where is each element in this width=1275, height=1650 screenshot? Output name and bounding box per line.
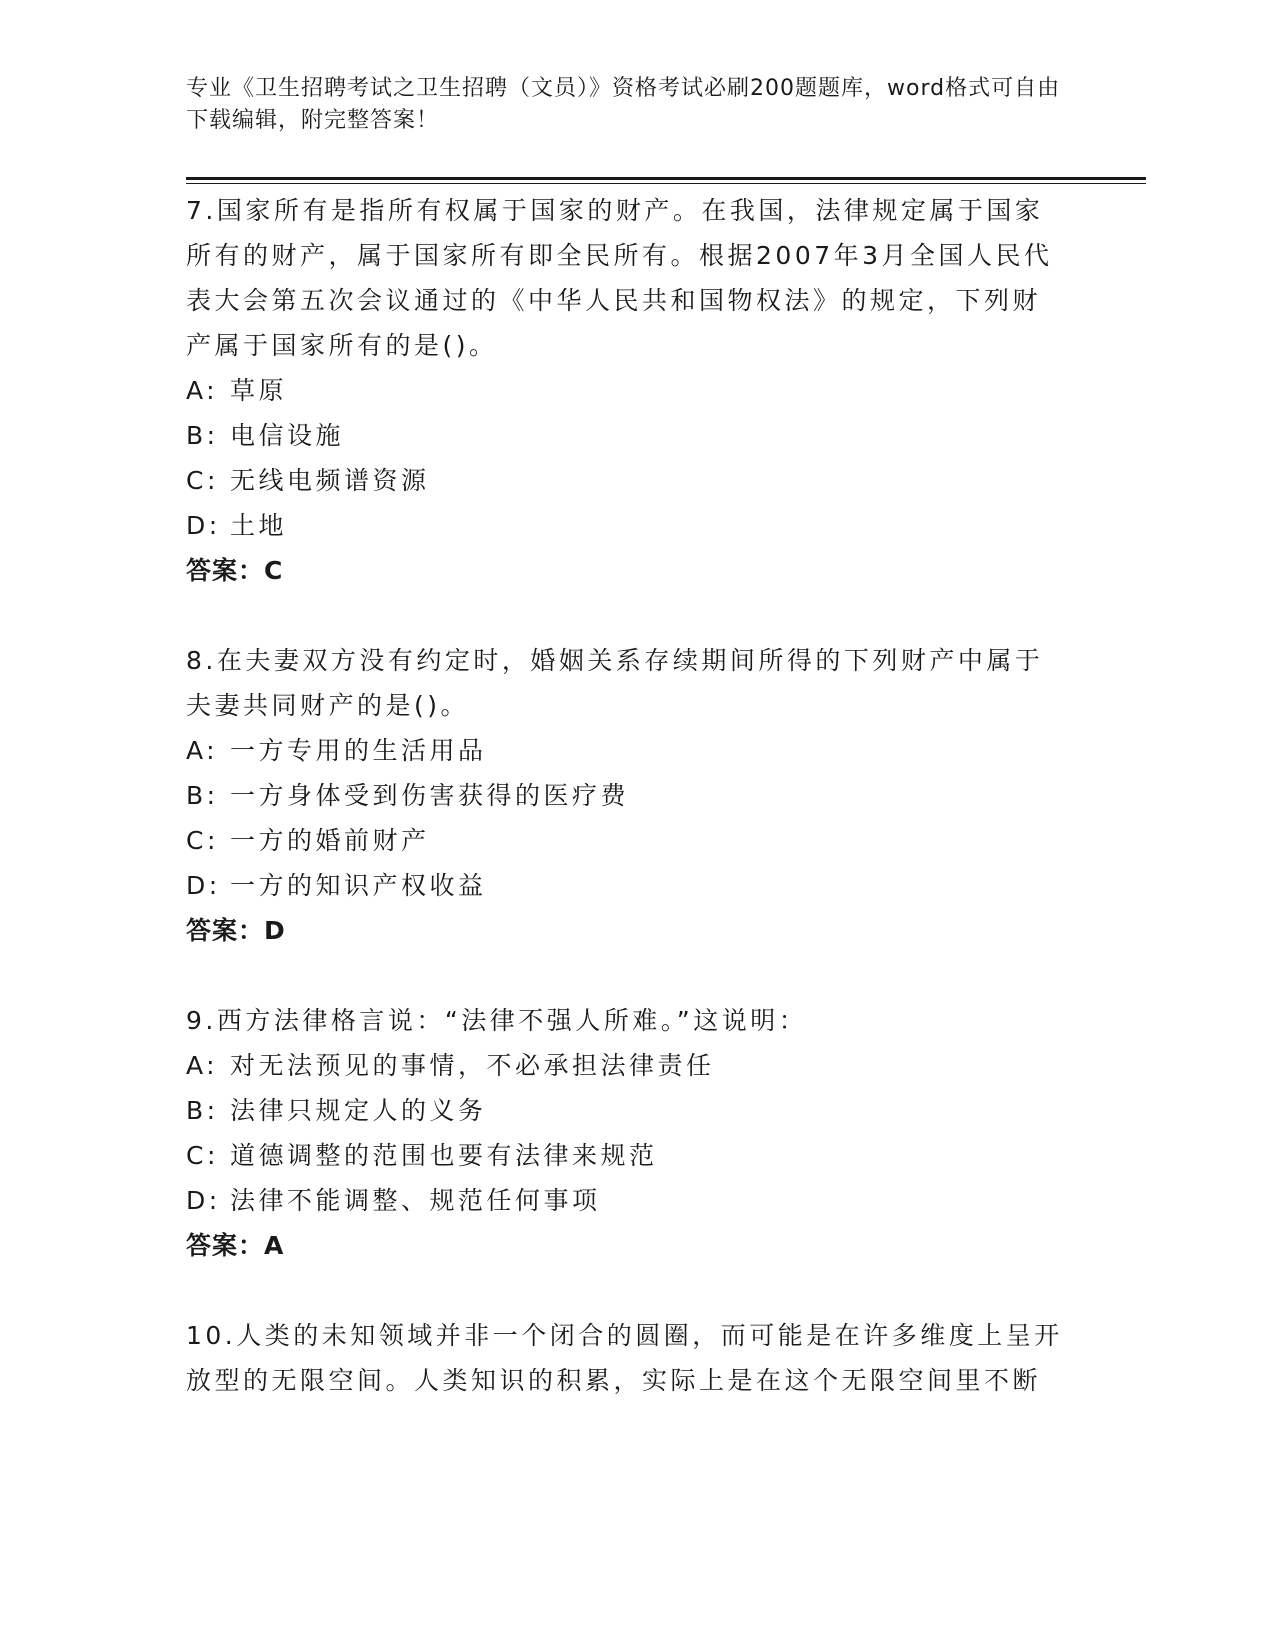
- option-a: [186, 728, 1066, 773]
- question-10: [186, 1313, 1066, 1403]
- option-d: [186, 1178, 1066, 1223]
- answer-line: 答案：C: [186, 556, 284, 585]
- option-key: D:: [186, 511, 221, 540]
- answer-line: 答案：D: [186, 916, 286, 945]
- option-text: 法律不能调整、规范任何事项: [230, 1186, 601, 1215]
- question-9: [186, 998, 1066, 1268]
- question-list: [186, 188, 1066, 1403]
- option-b: [186, 773, 1066, 818]
- question-text: 9.西方法律格言说：“法律不强人所难。”这说明：: [186, 1006, 808, 1035]
- option-key: B:: [186, 421, 219, 450]
- option-key: D:: [186, 871, 221, 900]
- question-text: 7.国家所有是指所有权属于国家的财产。在我国，法律规定属于国家所有的财产，属于国家所有即全民所有。根据2007年3月全国人民代表大会第五次会议通过的《中华人民共和国物权法》的规定，下列财产属于国家所有的是()。: [186, 196, 1053, 360]
- header-divider-thick: [186, 177, 1146, 180]
- question-spacer: [186, 593, 1066, 638]
- option-text: 土地: [230, 511, 288, 540]
- option-b: [186, 413, 1066, 458]
- option-key: A:: [186, 736, 219, 765]
- question-8: [186, 638, 1066, 953]
- option-text: 对无法预见的事情，不必承担法律责任: [230, 1051, 715, 1080]
- question-spacer: [186, 953, 1066, 998]
- option-c: [186, 818, 1066, 863]
- option-text: 电信设施: [230, 421, 345, 450]
- option-key: A:: [186, 1051, 219, 1080]
- option-c: [186, 1133, 1066, 1178]
- question-text: 10.人类的未知领域并非一个闭合的圆圈，而可能是在许多维度上呈开放型的无限空间。人类知识的积累，实际上是在这个无限空间里不断: [186, 1321, 1063, 1395]
- option-d: [186, 503, 1066, 548]
- header-divider-thin: [186, 183, 1146, 184]
- option-text: 一方的婚前财产: [230, 826, 430, 855]
- option-key: B:: [186, 781, 219, 810]
- option-text: 一方身体受到伤害获得的医疗费: [230, 781, 630, 810]
- option-text: 法律只规定人的义务: [230, 1096, 487, 1125]
- document-header: 专业《卫生招聘考试之卫生招聘（文员）》资格考试必刷200题题库，word格式可自由下载编辑，附完整答案！: [186, 76, 1061, 133]
- option-key: A:: [186, 376, 219, 405]
- question-7: [186, 188, 1066, 593]
- option-a: [186, 1043, 1066, 1088]
- option-b: [186, 1088, 1066, 1133]
- option-key: B:: [186, 1096, 219, 1125]
- answer-line: 答案：A: [186, 1231, 285, 1260]
- option-text: 一方专用的生活用品: [230, 736, 487, 765]
- question-spacer: [186, 1268, 1066, 1313]
- option-d: [186, 863, 1066, 908]
- option-key: C:: [186, 466, 219, 495]
- option-key: C:: [186, 826, 219, 855]
- option-text: 一方的知识产权收益: [230, 871, 487, 900]
- option-c: [186, 458, 1066, 503]
- option-key: D:: [186, 1186, 221, 1215]
- question-text: 8.在夫妻双方没有约定时，婚姻关系存续期间所得的下列财产中属于夫妻共同财产的是()。: [186, 646, 1044, 720]
- option-text: 草原: [230, 376, 288, 405]
- option-a: [186, 368, 1066, 413]
- option-text: 无线电频谱资源: [230, 466, 430, 495]
- option-key: C:: [186, 1141, 219, 1170]
- option-text: 道德调整的范围也要有法律来规范: [230, 1141, 658, 1170]
